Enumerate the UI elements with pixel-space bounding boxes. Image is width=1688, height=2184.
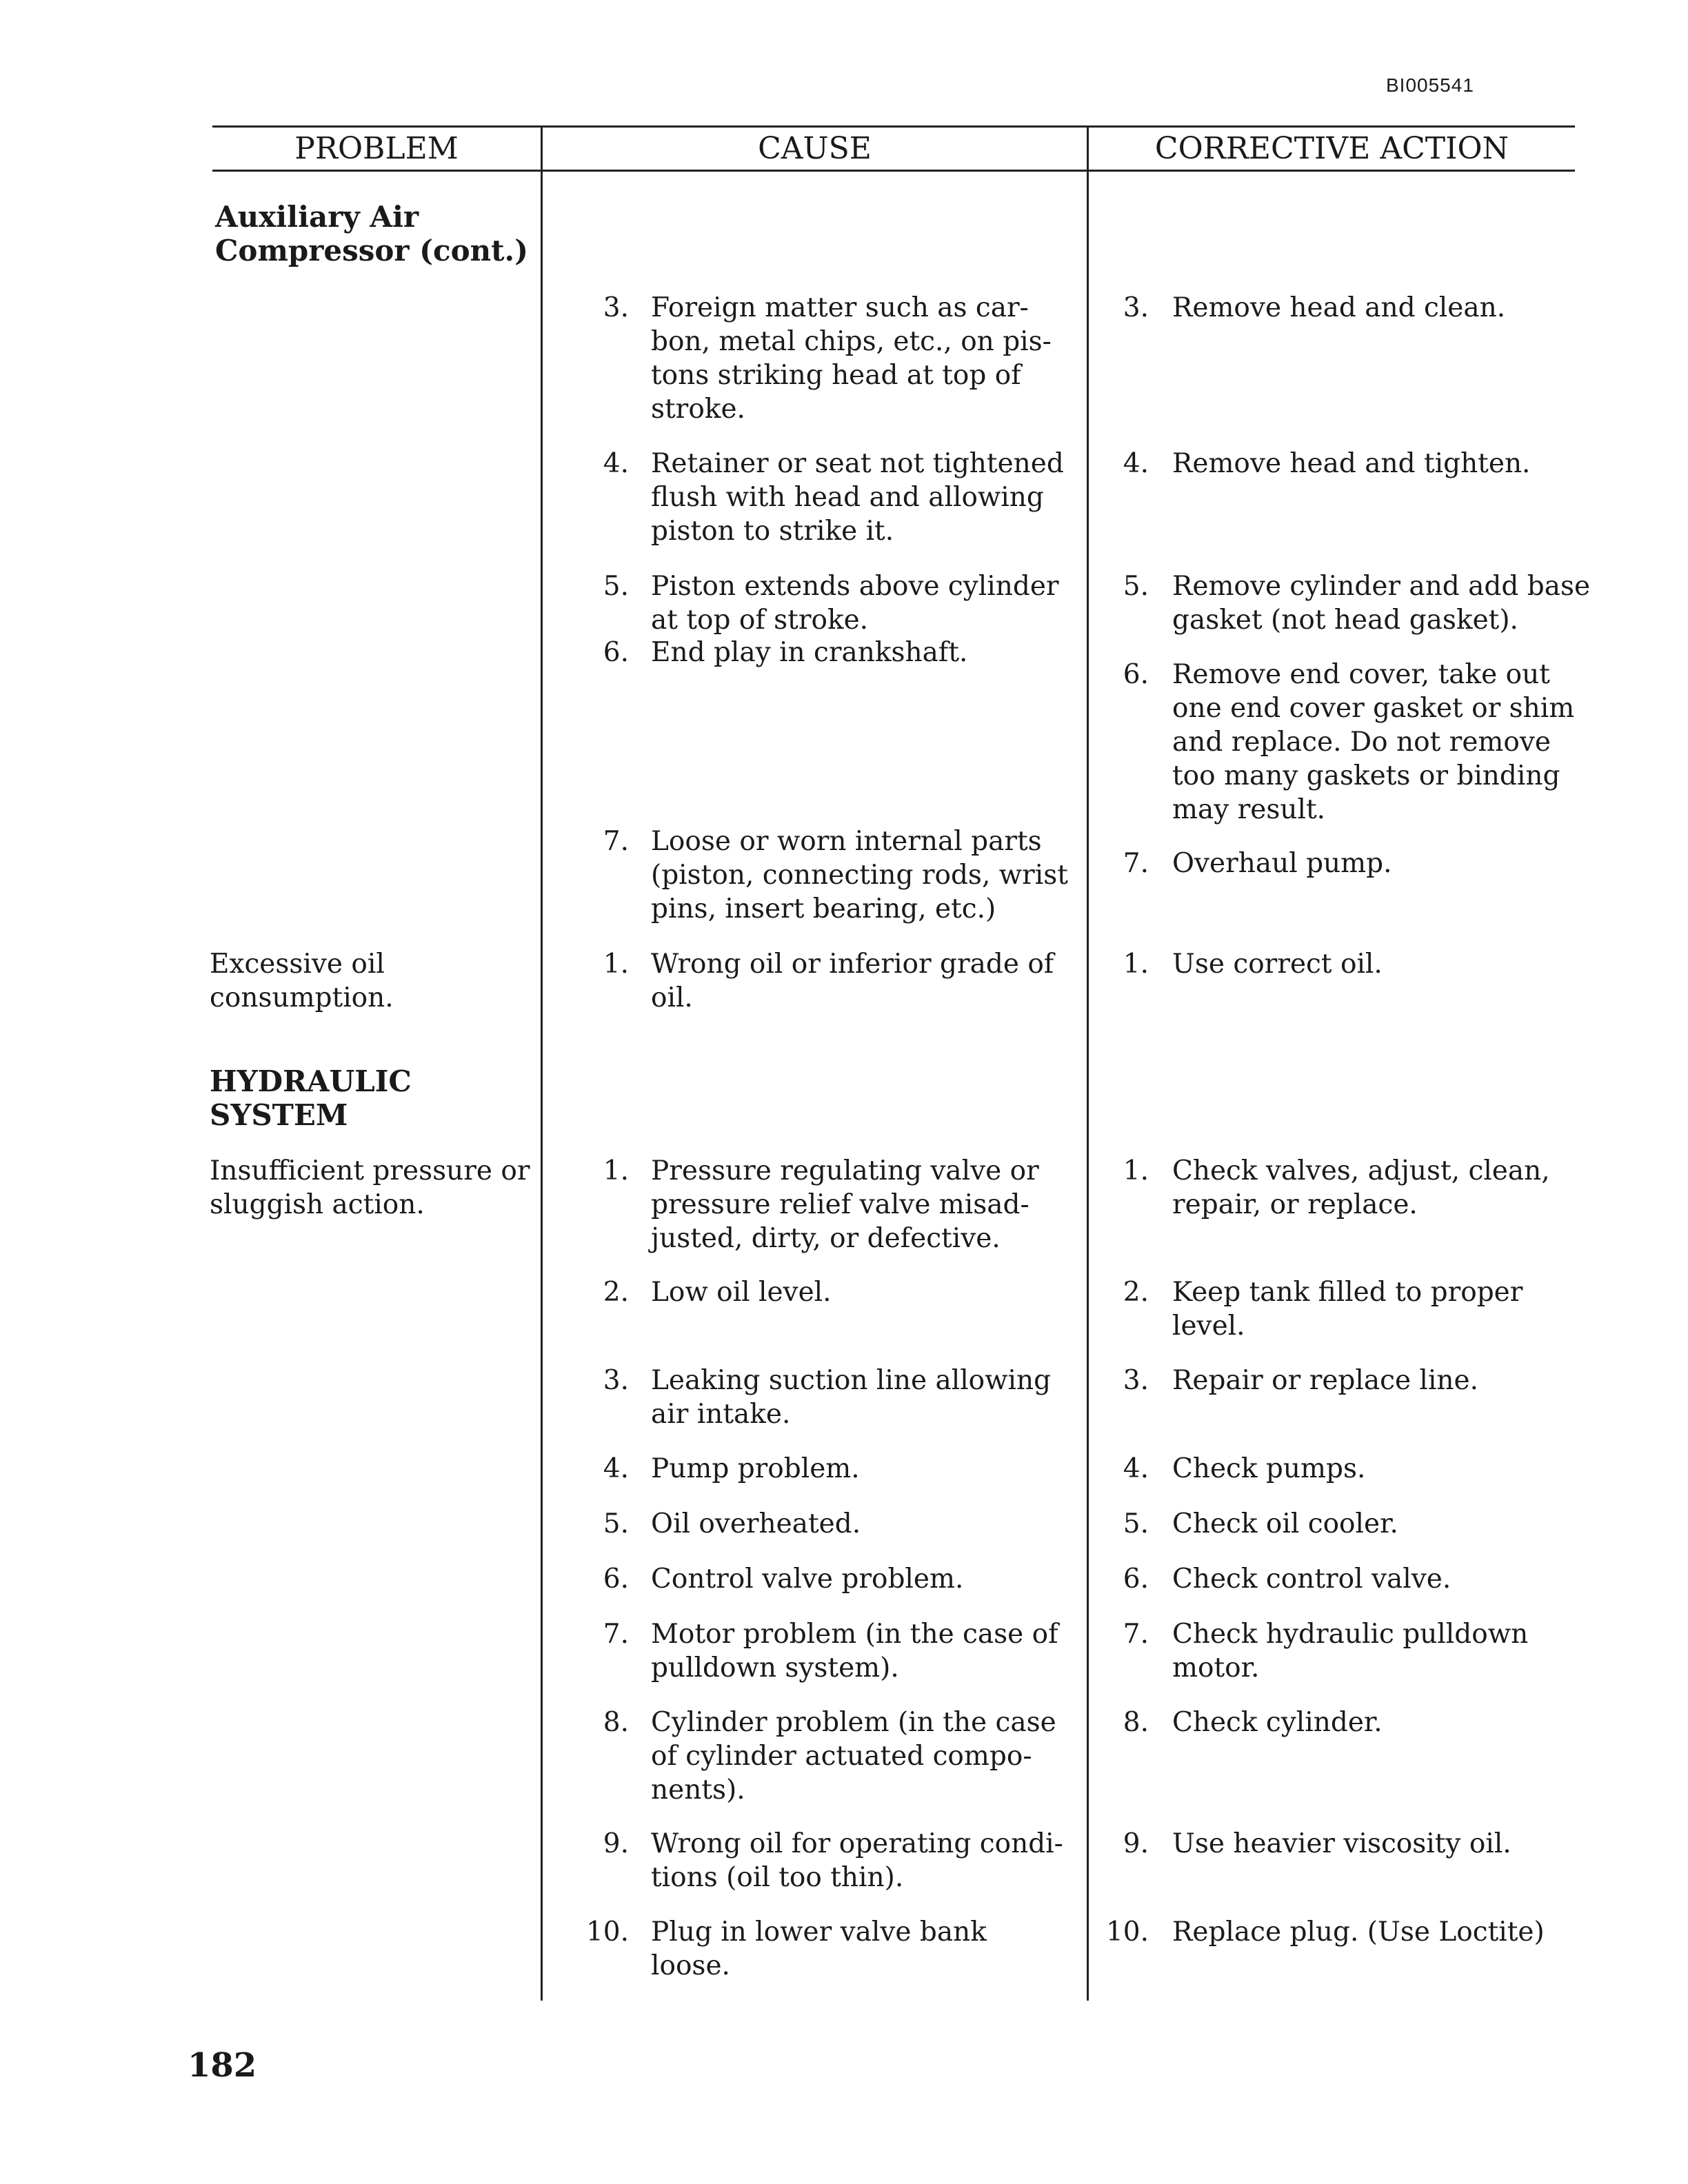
cause-item-text: at top of stroke. <box>651 605 869 636</box>
page-number: 182 <box>188 2046 257 2085</box>
cause-item-text: Foreign matter such as car- <box>651 292 1029 323</box>
cause-item-text: justed, dirty, or defective. <box>651 1223 1001 1254</box>
cause-item-number: 7. <box>603 826 629 857</box>
cause-item-number: 5. <box>603 571 629 602</box>
action-item-number: 7. <box>1123 1619 1149 1650</box>
header-cause: CAUSE <box>758 131 872 166</box>
problem-excessive-oil: Excessive oil <box>210 949 385 980</box>
section-title-hydraulic: HYDRAULIC <box>210 1064 412 1098</box>
cause-item-text: Oil overheated. <box>651 1508 861 1539</box>
action-item-text: Check cylinder. <box>1172 1707 1383 1738</box>
header-top-rule <box>212 125 1575 128</box>
action-item-text: Check control valve. <box>1172 1564 1451 1595</box>
action-item-number: 5. <box>1123 571 1149 602</box>
cause-item-text: loose. <box>651 1950 730 1981</box>
cause-item-text: flush with head and allowing <box>651 482 1044 513</box>
action-item-text: motor. <box>1172 1652 1260 1684</box>
action-item-number: 3. <box>1123 1365 1149 1396</box>
action-item-number: 8. <box>1123 1707 1149 1738</box>
cause-item-number: 3. <box>603 1365 629 1396</box>
action-item-text: Overhaul pump. <box>1172 848 1392 879</box>
action-item-text: may result. <box>1172 794 1326 825</box>
action-item-number: 6. <box>1123 1564 1149 1595</box>
action-item-text: level. <box>1172 1311 1245 1342</box>
action-item-number: 5. <box>1123 1508 1149 1539</box>
action-item-text: one end cover gasket or shim <box>1172 693 1575 724</box>
action-item-text: Check oil cooler. <box>1172 1508 1398 1539</box>
cause-item-text: tons striking head at top of <box>651 360 1021 391</box>
cause-item-text: (piston, connecting rods, wrist <box>651 860 1068 891</box>
cause-item-text: Control valve problem. <box>651 1564 964 1595</box>
cause-item-text: oil. <box>651 982 693 1013</box>
cause-item-number: 9. <box>603 1828 629 1859</box>
cause-item-text: tions (oil too thin). <box>651 1862 904 1893</box>
action-item-text: Keep tank filled to proper <box>1172 1277 1523 1308</box>
section-title-auxiliary: Auxiliary Air <box>215 200 419 234</box>
cause-item-number: 4. <box>603 448 629 479</box>
cause-item-text: piston to strike it. <box>651 516 894 547</box>
cause-item-text: nents). <box>651 1775 745 1806</box>
column-divider-2 <box>1087 125 1089 2001</box>
cause-item-text: pulldown system). <box>651 1652 899 1684</box>
action-item-text: Check hydraulic pulldown <box>1172 1619 1529 1650</box>
action-item-number: 9. <box>1123 1828 1149 1859</box>
cause-item-text: Piston extends above cylinder <box>651 571 1059 602</box>
cause-item-number: 2. <box>603 1277 629 1308</box>
action-item-number: 6. <box>1123 659 1149 690</box>
problem-excessive-oil-line2: consumption. <box>210 982 394 1013</box>
action-item-number: 4. <box>1123 1453 1149 1484</box>
cause-item-text: of cylinder actuated compo- <box>651 1741 1032 1772</box>
action-item-number: 3. <box>1123 292 1149 323</box>
header-problem: PROBLEM <box>294 131 459 166</box>
action-item-text: Use heavier viscosity oil. <box>1172 1828 1511 1859</box>
action-item-number: 4. <box>1123 448 1149 479</box>
cause-item-number: 10. <box>585 1917 629 1948</box>
cause-item-number: 4. <box>603 1453 629 1484</box>
cause-item-text: Cylinder problem (in the case <box>651 1707 1056 1738</box>
action-item-number: 10. <box>1105 1917 1149 1948</box>
cause-item-text: pins, insert bearing, etc.) <box>651 893 996 924</box>
action-item-text: Remove cylinder and add base <box>1172 571 1591 602</box>
action-item-text: gasket (not head gasket). <box>1172 605 1518 636</box>
section-title-auxiliary-cont: Compressor (cont.) <box>215 234 529 267</box>
cause-item-text: Leaking suction line allowing <box>651 1365 1052 1396</box>
action-item-number: 7. <box>1123 848 1149 879</box>
action-item-text: Repair or replace line. <box>1172 1365 1478 1396</box>
action-item-text: Check pumps. <box>1172 1453 1366 1484</box>
action-item-number: 1. <box>1123 1155 1149 1186</box>
action-item-text: Check valves, adjust, clean, <box>1172 1155 1550 1186</box>
cause-item-text: stroke. <box>651 394 745 425</box>
action-item-number: 1. <box>1123 949 1149 980</box>
cause-item-text: Loose or worn internal parts <box>651 826 1042 857</box>
cause-item-text: Plug in lower valve bank <box>651 1917 987 1948</box>
action-item-text: and replace. Do not remove <box>1172 727 1551 758</box>
cause-item-number: 6. <box>603 1564 629 1595</box>
problem-insufficient-pressure-line2: sluggish action. <box>210 1189 425 1220</box>
cause-item-number: 6. <box>603 637 629 668</box>
action-item-text: Remove end cover, take out <box>1172 659 1550 690</box>
cause-item-number: 3. <box>603 292 629 323</box>
cause-item-text: Low oil level. <box>651 1277 832 1308</box>
cause-item-text: End play in crankshaft. <box>651 637 968 668</box>
header-bottom-rule <box>212 170 1575 172</box>
cause-item-text: Pump problem. <box>651 1453 860 1484</box>
cause-item-text: bon, metal chips, etc., on pis- <box>651 326 1052 357</box>
action-item-text: Remove head and clean. <box>1172 292 1506 323</box>
action-item-text: Use correct oil. <box>1172 949 1383 980</box>
action-item-number: 2. <box>1123 1277 1149 1308</box>
action-item-text: Replace plug. (Use Loctite) <box>1172 1917 1545 1948</box>
cause-item-number: 1. <box>603 1155 629 1186</box>
action-item-text: Remove head and tighten. <box>1172 448 1531 479</box>
cause-item-text: Wrong oil or inferior grade of <box>651 949 1054 980</box>
cause-item-text: Wrong oil for operating condi- <box>651 1828 1063 1859</box>
cause-item-text: pressure relief valve misad- <box>651 1189 1029 1220</box>
document-id: BI005541 <box>1386 74 1474 96</box>
action-item-text: repair, or replace. <box>1172 1189 1418 1220</box>
header-corrective-action: CORRECTIVE ACTION <box>1154 131 1509 166</box>
column-divider-1 <box>541 125 543 2001</box>
cause-item-number: 1. <box>603 949 629 980</box>
cause-item-number: 5. <box>603 1508 629 1539</box>
cause-item-text: Retainer or seat not tightened <box>651 448 1064 479</box>
cause-item-text: air intake. <box>651 1399 791 1430</box>
section-title-system: SYSTEM <box>210 1098 348 1132</box>
cause-item-number: 8. <box>603 1707 629 1738</box>
action-item-text: too many gaskets or binding <box>1172 760 1560 791</box>
cause-item-number: 7. <box>603 1619 629 1650</box>
cause-item-text: Motor problem (in the case of <box>651 1619 1058 1650</box>
problem-insufficient-pressure: Insufficient pressure or <box>210 1155 530 1186</box>
cause-item-text: Pressure regulating valve or <box>651 1155 1039 1186</box>
